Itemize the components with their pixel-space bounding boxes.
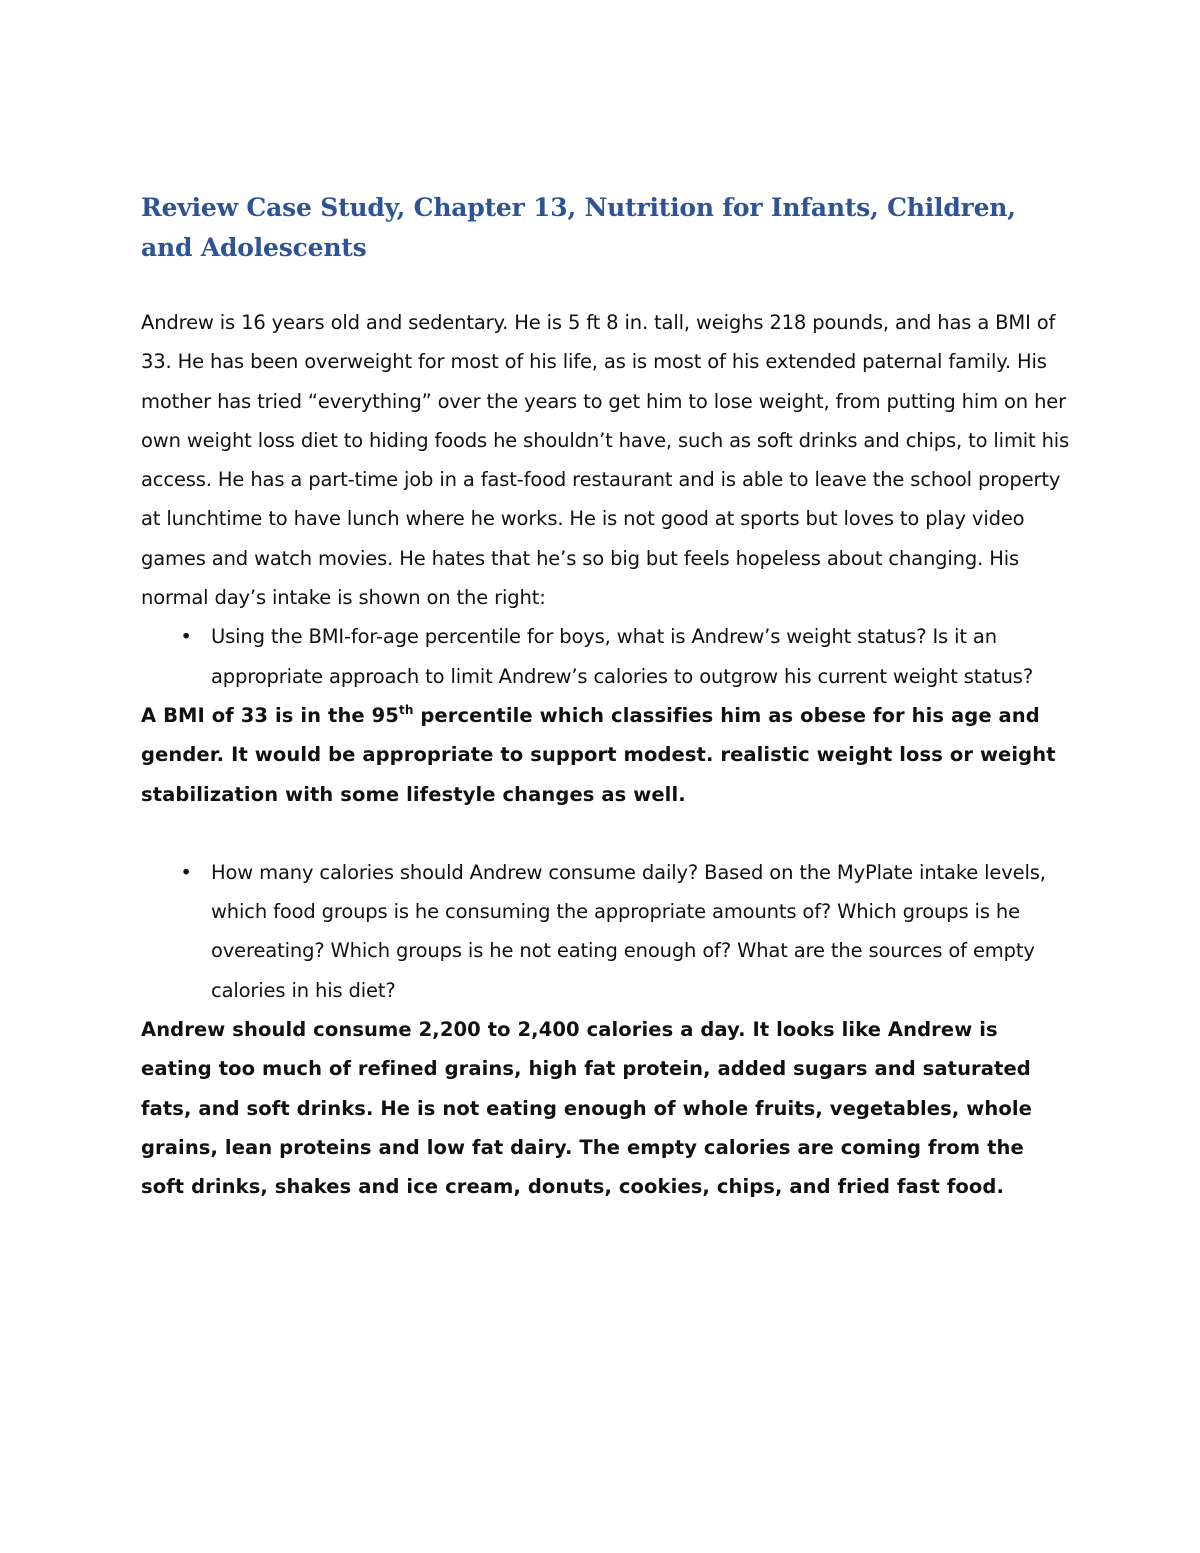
- answer-2: Andrew should consume 2,200 to 2,400 calories a day. It looks like Andrew is eating too much of refined grains, high fat protein, added sugars and saturated fats, and soft drinks. He is not eating enough of whole fruits, vegetables, whole grains, lean proteins and low fat dairy. The empty calories are coming from the soft drinks, shakes and ice cream, donuts, cookies, chips, and fried fast food.: [141, 1018, 1032, 1199]
- question-list-2: [141, 853, 1071, 1010]
- question-2: [141, 853, 1071, 1010]
- document-title: Review Case Study, Chapter 13, Nutrition for Infants, Children, and Adolescents: [141, 193, 1016, 262]
- question-1-text: Using the BMI-for-age percentile for boys, what is Andrew’s weight status? Is it an appropriate approach to limit Andrew’s calories to outgrow his current weight status?: [211, 625, 1034, 688]
- question-list-1: [141, 617, 1071, 696]
- answer-1-text-end: percentile which classifies him as obese for his age and gender. It would be appropriate to support modest. realistic weight loss or weight stabilization with some lifestyle changes as well.: [141, 703, 1056, 806]
- question-2-text: How many calories should Andrew consume daily? Based on the MyPlate intake levels, which food groups is he consuming the appropriate amounts of? Which groups is he overeating? Which groups is he not eating enough of? What are the sources of empty calories in his diet?: [211, 860, 1046, 1002]
- case-intro-paragraph: Andrew is 16 years old and sedentary. He is 5 ft 8 in. tall, weighs 218 pounds, and has a BMI of 33. He has been overweight for most of his life, as is most of his extended paternal family. His mother has tried “everything” over the years to get him to lose weight, from putting him on her own weight loss diet to hiding foods he shouldn’t have, such as soft drinks and chips, to limit his access. He has a part-time job in a fast-food restaurant and is able to leave the school property at lunchtime to have lunch where he works. He is not good at sports but loves to play video games and watch movies. He hates that he’s so big but feels hopeless about changing. His normal day’s intake is shown on the right:: [141, 311, 1070, 610]
- bullet-icon: •: [180, 860, 192, 884]
- question-1: [141, 617, 1071, 696]
- document-body: [141, 188, 1071, 1207]
- answer-1: [141, 696, 1071, 814]
- bullet-icon: •: [180, 625, 192, 649]
- answer-1-superscript: th: [398, 702, 414, 717]
- paragraph-spacer: [141, 814, 1071, 853]
- answer-1-text-start: A BMI of 33 is in the 95: [141, 703, 399, 727]
